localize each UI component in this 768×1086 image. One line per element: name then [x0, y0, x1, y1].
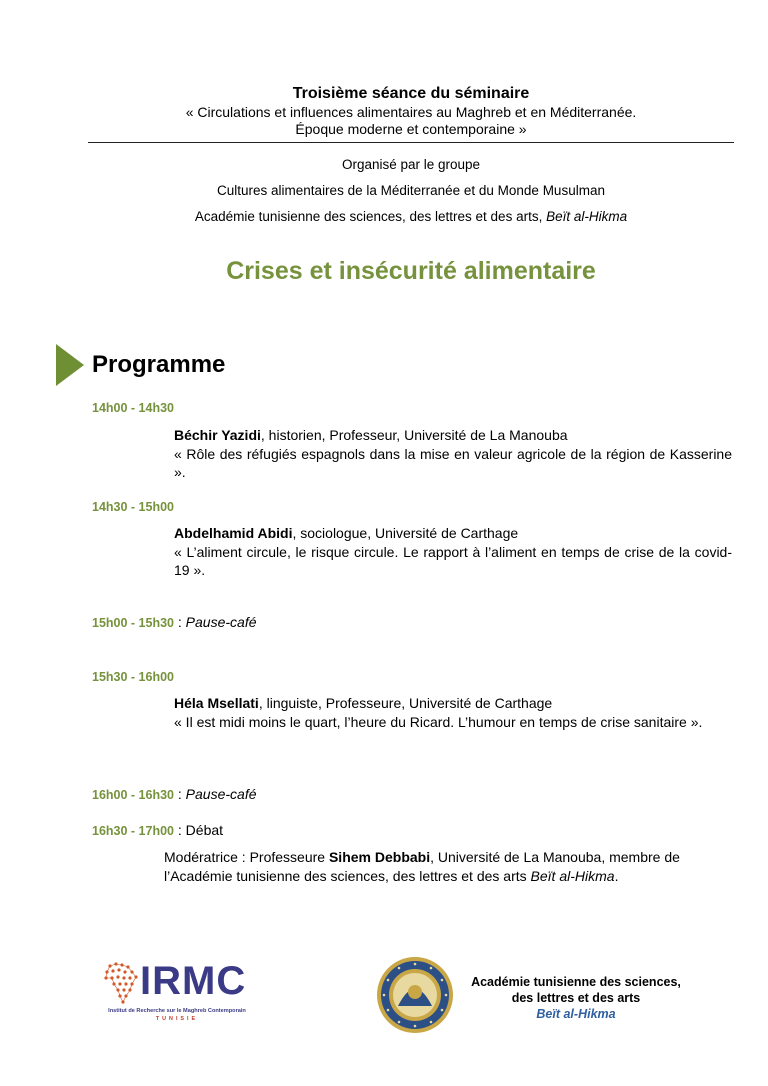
moderator-suffix: , Université de La Manouba, membre de l’Académie tunisienne des sciences, des lettres et des arts — [164, 849, 680, 884]
break-2-label: Pause-café — [185, 786, 257, 802]
africa-map-icon — [102, 960, 142, 1010]
debate-time: 16h30 - 17h00 — [92, 824, 174, 838]
seminar-title: Troisième séance du séminaire — [292, 85, 530, 102]
session-1-title: « Rôle des réfugiés espagnols dans la mise en valeur agricole de la région de Kasserine ». — [174, 445, 732, 480]
break-1 — [92, 613, 257, 632]
debate-label: Débat — [185, 822, 224, 838]
break-2-colon: : — [174, 786, 186, 802]
header-divider — [88, 142, 734, 143]
session-3-title: « Il est midi moins le quart, l’heure du Ricard. L’humour en temps de crise sanitaire ». — [174, 713, 703, 730]
footer-logos — [0, 950, 768, 1040]
moderator-academy-italic: Beït al-Hikma — [530, 867, 615, 884]
session-2-title: « L’aliment circule, le risque circule. Le rapport à l’aliment en temps de crise de la covid-19 ». — [174, 543, 732, 578]
organizer-academy — [88, 204, 734, 230]
session-1-time: 14h00 - 14h30 — [92, 401, 174, 415]
academy-line-2: des lettres et des arts — [511, 991, 641, 1005]
organizer-intro: Organisé par le groupe — [341, 157, 481, 172]
session-1-speaker: Béchir Yazidi — [174, 427, 261, 443]
irmc-wordmark: IRMC — [140, 959, 247, 1003]
event-title: Crises et insécurité alimentaire — [226, 257, 596, 285]
debate-colon: : — [174, 822, 186, 838]
session-1-talk — [174, 426, 732, 482]
irmc-logo — [102, 958, 252, 1028]
session-3-time: 15h30 - 16h00 — [92, 670, 174, 684]
session-3-role: , linguiste, Professeure, Université de Carthage — [258, 695, 553, 711]
session-2-time: 14h30 - 15h00 — [92, 500, 174, 514]
break-1-colon: : — [174, 614, 186, 630]
organizer-group: Cultures alimentaires de la Méditerranée et du Monde Musulman — [217, 183, 605, 198]
debate — [92, 821, 223, 840]
session-2-speaker: Abdelhamid Abidi — [174, 525, 293, 541]
organizer-academy-italic: Beït al-Hikma — [546, 209, 628, 224]
moderator-note — [164, 848, 732, 885]
irmc-country: TUNISIE — [155, 1016, 199, 1022]
academy-line-3: Beït al-Hikma — [536, 1007, 616, 1021]
seminar-header — [88, 84, 734, 138]
programme-heading: Programme — [92, 351, 226, 378]
session-1-role: , historien, Professeur, Université de La Manouba — [260, 427, 568, 443]
session-2-role: , sociologue, Université de Carthage — [292, 525, 519, 541]
moderator-end: . — [614, 867, 619, 884]
irmc-full-name: Institut de Recherche sur le Maghreb Contemporain — [108, 1008, 246, 1014]
organizer-academy-name: Académie tunisienne des sciences, des lettres et des arts, — [194, 209, 547, 224]
break-1-time: 15h00 - 15h30 — [92, 616, 174, 630]
session-3-talk — [174, 694, 732, 731]
academy-line-1: Académie tunisienne des sciences, — [471, 975, 681, 989]
beit-al-hikma-seal-icon — [376, 956, 454, 1034]
session-3-speaker: Héla Msellati — [174, 695, 259, 711]
programme-arrow-icon — [56, 344, 84, 386]
moderator-name: Sihem Debbabi — [328, 849, 431, 865]
moderator-prefix: Modératrice : Professeure — [164, 849, 329, 865]
academy-name-block — [454, 974, 698, 1022]
seminar-subtitle-line1: « Circulations et influences alimentaires au Maghreb et en Méditerranée. — [185, 104, 637, 120]
break-2-time: 16h00 - 16h30 — [92, 788, 174, 802]
session-2-talk — [174, 524, 732, 580]
organizer-block — [88, 152, 734, 230]
break-1-label: Pause-café — [185, 614, 257, 630]
break-2 — [92, 785, 257, 804]
seminar-subtitle-line2: Époque moderne et contemporaine » — [295, 121, 527, 137]
